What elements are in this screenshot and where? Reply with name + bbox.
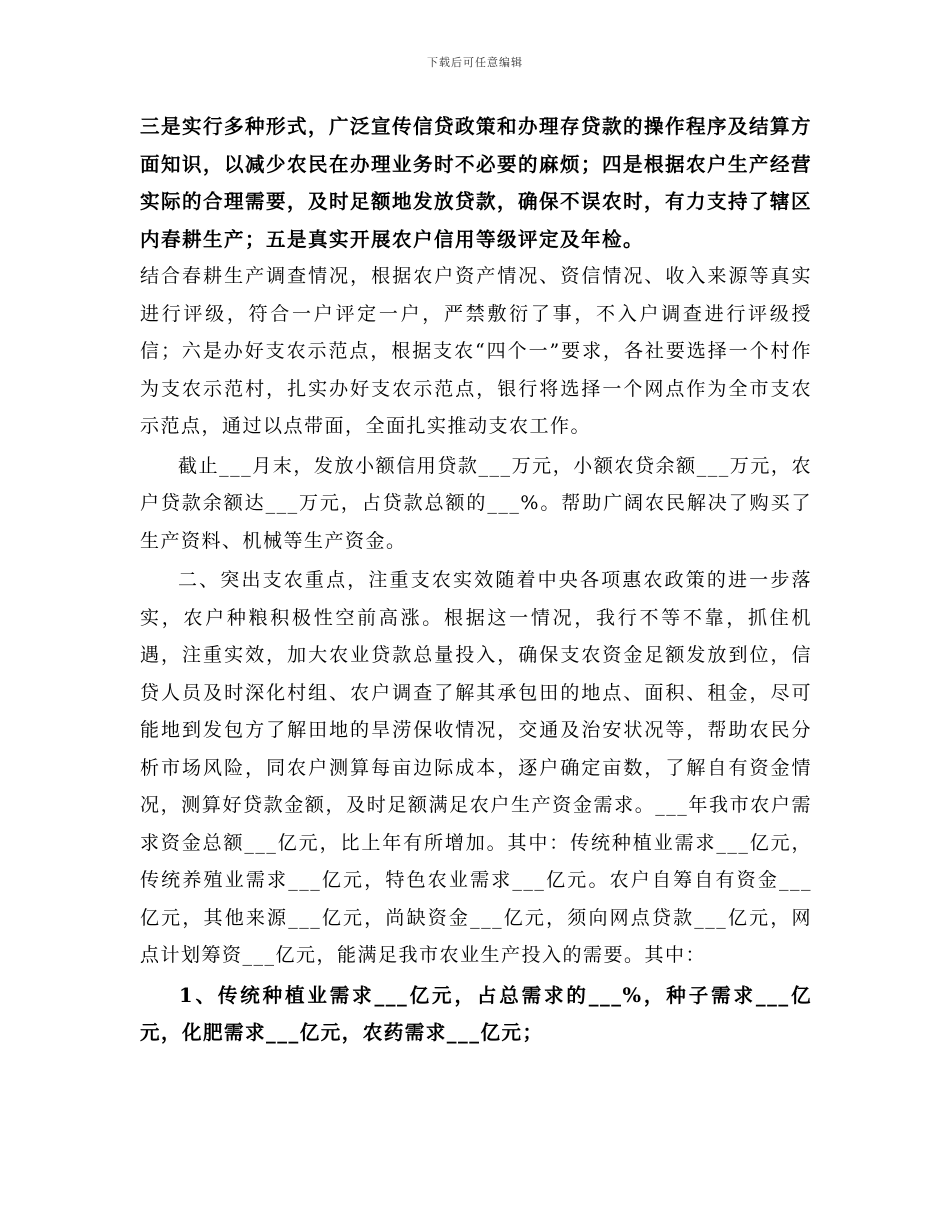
paragraph-measures-3-to-5: 三是实行多种形式，广泛宣传信贷政策和办理存贷款的操作程序及结算方面知识，以减少农民在办理业务时不必要的麻烦；四是根据农户生产经营实际的合理需要，及时足额地发放贷款，确保不误农时，有力支持了辖区内春耕生产；五是真实开展农户信用等级评定及年检。	[140, 115, 813, 251]
page-header: 下载后可任意编辑	[427, 56, 523, 69]
document-body	[140, 108, 812, 1052]
paragraph-planting-demand: 1、传统种植业需求___亿元，占总需求的___%，种子需求___亿元，化肥需求___亿元，农药需求___亿元；	[140, 983, 812, 1044]
paragraph-loan-summary: 截止___月末，发放小额信用贷款___万元，小额农贷余额___万元，农户贷款余额达___万元，占贷款总额的___%。帮助广阔农民解决了购买了生产资料、机械等生产资金。	[140, 454, 812, 552]
paragraph-measures-6: 结合春耕生产调查情况，根据农户资产情况、资信情况、收入来源等真实进行评级，符合一户评定一户，严禁敷衍了事，不入户调查进行评级授信；六是办好支农示范点，根据支农“四个一”要求，各社要选择一个村作为支农示范村，扎实办好支农示范点，银行将选择一个网点作为全市支农示范点，通过以点带面，全面扎实推动支农工作。	[140, 265, 812, 437]
paragraph-section-two: 二、突出支农重点，注重支农实效随着中央各项惠农政策的进一步落实，农户种粮积极性空前高涨。根据这一情况，我行不等不靠，抓住机遇，注重实效，加大农业贷款总量投入，确保支农资金足额发放到位，信贷人员及时深化村组、农户调查了解其承包田的地点、面积、租金，尽可能地到发包方了解田地的旱涝保收情况，交通及治安状况等，帮助农民分析市场风险，同农户测算每亩边际成本，逐户确定亩数，了解自有资金情况，测算好贷款金额，及时足额满足农户生产资金需求。___年我市农户需求资金总额___亿元，比上年有所增加。其中：传统种植业需求___亿元，传统养殖业需求___亿元，特色农业需求___亿元。农户自筹自有资金___亿元，其他来源___亿元，尚缺资金___亿元，须向网点贷款___亿元，网点计划筹资___亿元，能满足我市农业生产投入的需要。其中：	[140, 569, 812, 966]
